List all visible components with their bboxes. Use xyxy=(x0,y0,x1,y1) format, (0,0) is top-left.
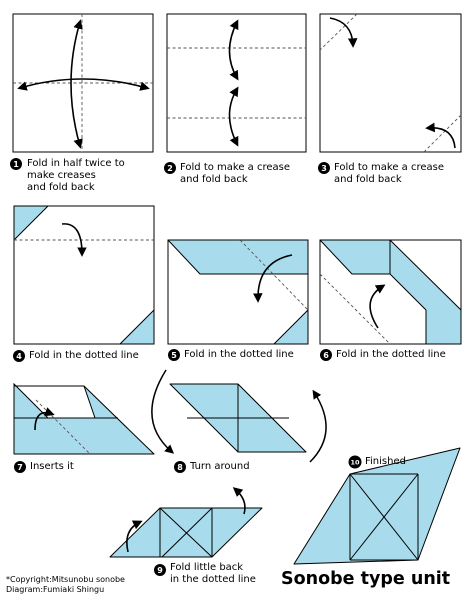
step-5-number: 5 xyxy=(171,351,177,360)
step-10-badge xyxy=(349,456,362,469)
step-9-caption-line: in the dotted line xyxy=(170,574,256,585)
step-6-badge xyxy=(320,349,332,361)
copyright-line: *Copyright:Mitsunobu sonobe xyxy=(6,575,125,584)
step-1-caption-line: make creases xyxy=(27,170,96,181)
step-2-caption-line: Fold to make a crease xyxy=(180,162,291,173)
step-4-caption xyxy=(29,350,139,362)
step-5-caption-line: Fold in the dotted line xyxy=(184,349,294,360)
step-5-badge xyxy=(168,349,180,361)
step-1-figure xyxy=(13,14,153,152)
step-7-caption xyxy=(30,461,74,473)
step-8-figure xyxy=(152,370,326,462)
step-8-badge xyxy=(174,461,186,473)
step-2-number: 2 xyxy=(167,164,173,173)
step-1-badge xyxy=(10,158,22,170)
step-9-figure xyxy=(110,489,262,557)
step-9-number: 9 xyxy=(157,566,163,575)
step-9-caption xyxy=(170,562,256,586)
step-4-figure xyxy=(14,206,154,344)
step-1-number: 1 xyxy=(13,160,19,169)
step-6-caption xyxy=(336,349,446,361)
step-3-number: 3 xyxy=(321,164,327,173)
step-2-figure xyxy=(167,14,306,152)
diagram-credit-line: Diagram:Fumiaki Shingu xyxy=(6,585,105,594)
step-8-left-arrow xyxy=(152,370,172,452)
step-2-caption xyxy=(180,162,290,186)
step-2-badge xyxy=(164,162,176,174)
step-1-caption-line: and fold back xyxy=(27,182,95,193)
step-8-number: 8 xyxy=(177,463,183,472)
step-8-caption-line: Turn around xyxy=(190,461,250,472)
step-9-badge xyxy=(154,564,166,576)
credits xyxy=(6,575,125,595)
step-1-caption-line: Fold in half twice to xyxy=(27,158,125,169)
step-3-figure xyxy=(320,14,461,152)
step-9-caption-line: Fold little back xyxy=(170,562,244,573)
step-6-caption-line: Fold in the dotted line xyxy=(336,349,446,360)
step-4-caption-line: Fold in the dotted line xyxy=(29,350,139,361)
page-title: Sonobe type unit xyxy=(281,569,451,589)
step-1-caption xyxy=(27,158,125,194)
step-3-caption-line: Fold to make a crease xyxy=(334,162,445,173)
step-7-badge xyxy=(14,461,26,473)
step-7-number: 7 xyxy=(17,463,23,472)
step-3-caption xyxy=(334,162,444,186)
step-8-caption xyxy=(190,461,250,473)
step-2-caption-line: and fold back xyxy=(180,174,248,185)
step-10-caption-line: Finished xyxy=(365,456,406,467)
step-4-badge xyxy=(13,350,25,362)
step-5-figure xyxy=(168,240,308,344)
step-4-number: 4 xyxy=(16,352,22,361)
step-3-badge xyxy=(318,162,330,174)
step-7-caption-line: Inserts it xyxy=(30,461,74,472)
step-10-number: 10 xyxy=(350,458,360,467)
step-3-caption-line: and fold back xyxy=(334,174,402,185)
step-5-caption xyxy=(184,349,294,361)
step-8-right-arrow xyxy=(310,392,326,462)
step-10-caption xyxy=(365,456,406,468)
step-7-figure xyxy=(14,384,154,454)
step-6-figure xyxy=(320,240,461,344)
step-6-number: 6 xyxy=(323,351,329,360)
